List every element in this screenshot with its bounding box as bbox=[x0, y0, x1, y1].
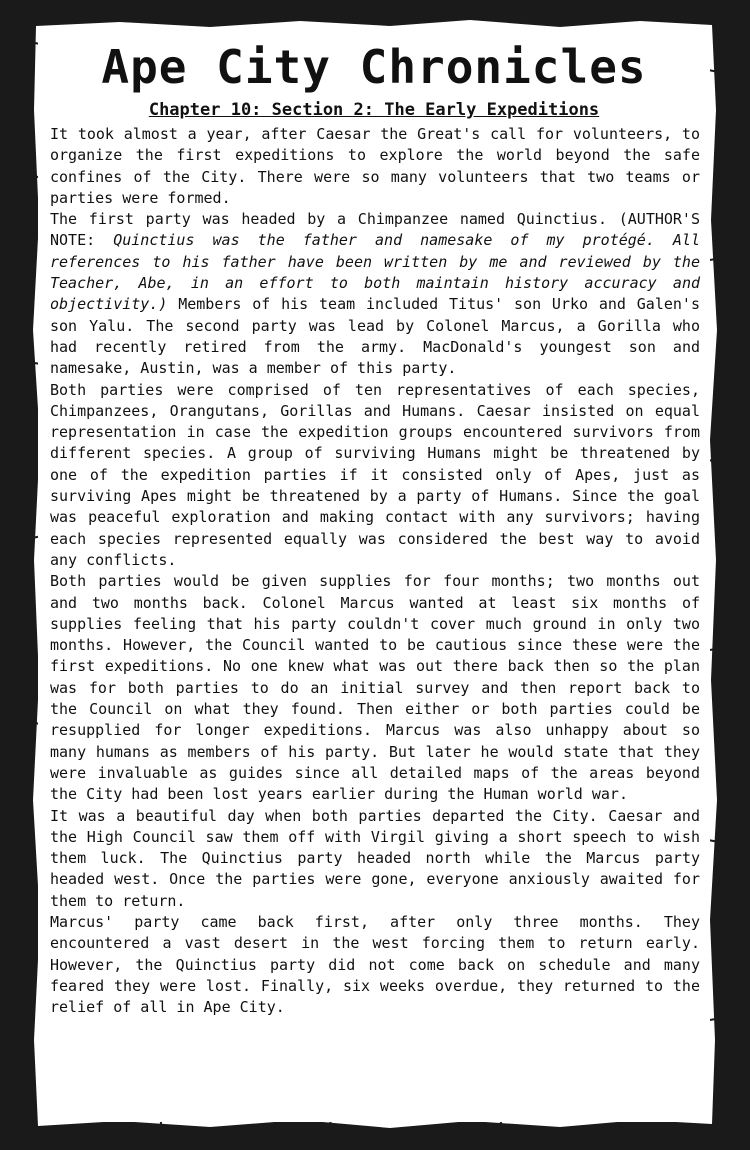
paragraph-4: Both parties would be given supplies for four months; two months out and two months back. Colonel Marcus wanted at least six months of supplies feeling that his party couldn't cover much ground in only two months. However, the Council wanted to be cautious since these were the first expeditions. No one knew what was out there back then so the plan was for both parties to do an initial survey and then report back to the Council on what they found. Then either or both parties could be resupplied for longer expeditions. Marcus was also unhappy about so many humans as members of his party. But later he would state that they were invaluable as guides since all detailed maps of the areas beyond the City had been lost years earlier during the Human world war. bbox=[50, 572, 700, 804]
paragraph-5: It was a beautiful day when both parties departed the City. Caesar and the High Council saw them off with Virgil giving a short speech to wish them luck. The Quinctius party headed north while the Marcus party headed west. Once the parties were gone, everyone anxiously awaited for them to return. bbox=[50, 806, 700, 910]
paragraph-2-tail: Members of his team included Titus' son Urko and Galen's son Yalu. The second party was lead by Colonel Marcus, a Gorilla who had recently retired from the army. MacDonald's youngest son and namesake, Austin, was a member of this party. bbox=[50, 295, 700, 378]
paragraph-3: Both parties were comprised of ten representatives of each species, Chimpanzees, Orangutans, Gorillas and Humans. Caesar insisted on equal representation in case the expedition groups encountered survivors from different species. A group of surviving Humans might be threatened by one of the expedition parties if it consisted only of Apes, just as surviving Apes might be threatened by a party of Humans. Since the goal was peaceful exploration and making contact with any survivors; having each species represented equally was considered the best way to avoid any conflicts. bbox=[50, 380, 700, 569]
chapter-heading: Chapter 10: Section 2: The Early Expeditions bbox=[148, 100, 600, 120]
body-text bbox=[50, 124, 700, 1018]
paragraph-1: It took almost a year, after Caesar the Great's call for volunteers, to organize the first expeditions to explore the world beyond the safe confines of the City. There were so many volunteers that two teams or parties were formed. bbox=[50, 125, 700, 207]
paragraph-2-lead: The first party was headed by a Chimpanzee named Quinctius. (AUTHOR'S NOTE: bbox=[50, 210, 700, 250]
document-page bbox=[38, 28, 710, 1122]
paragraph-2 bbox=[50, 209, 700, 379]
paragraph-6: Marcus' party came back first, after only three months. They encountered a vast desert in the west forcing them to return early. However, the Quinctius party did not come back on schedule and many feared they were lost. Finally, six weeks overdue, they returned to the relief of all in Ape City. bbox=[50, 912, 700, 1017]
authors-note: Quinctius was the father and namesake of my protégé. All references to his father have been written by me and reviewed by the Teacher, Abe, in an effort to both maintain history accuracy and objectivity.) bbox=[50, 231, 700, 314]
document-title: Ape City Chronicles bbox=[101, 40, 647, 94]
